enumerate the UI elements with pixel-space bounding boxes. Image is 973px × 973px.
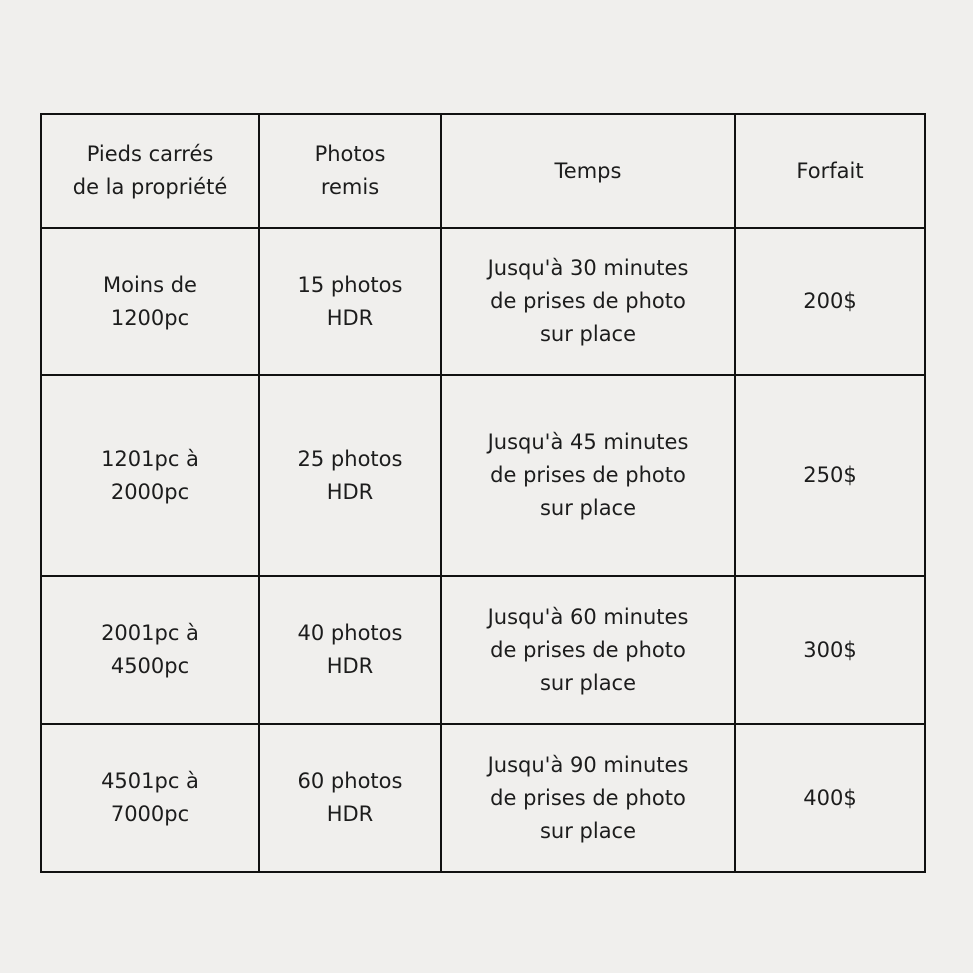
cell-time: Jusqu'à 90 minutes de prises de photo sur place xyxy=(441,724,735,872)
table-header-row xyxy=(41,114,925,228)
table-row xyxy=(41,228,925,375)
header-package-price: Forfait xyxy=(735,114,925,228)
cell-square-feet: 2001pc à 4500pc xyxy=(41,576,259,724)
header-time: Temps xyxy=(441,114,735,228)
table-row xyxy=(41,724,925,872)
cell-square-feet: 4501pc à 7000pc xyxy=(41,724,259,872)
cell-time: Jusqu'à 60 minutes de prises de photo sur place xyxy=(441,576,735,724)
cell-price: 250$ xyxy=(735,375,925,576)
header-photos-delivered: Photos remis xyxy=(259,114,441,228)
header-square-feet: Pieds carrés de la propriété xyxy=(41,114,259,228)
cell-time: Jusqu'à 30 minutes de prises de photo sur place xyxy=(441,228,735,375)
cell-photos: 15 photos HDR xyxy=(259,228,441,375)
pricing-table xyxy=(40,113,926,873)
cell-photos: 40 photos HDR xyxy=(259,576,441,724)
table-row xyxy=(41,375,925,576)
table-row xyxy=(41,576,925,724)
cell-square-feet: 1201pc à 2000pc xyxy=(41,375,259,576)
cell-price: 200$ xyxy=(735,228,925,375)
cell-photos: 60 photos HDR xyxy=(259,724,441,872)
cell-square-feet: Moins de 1200pc xyxy=(41,228,259,375)
cell-photos: 25 photos HDR xyxy=(259,375,441,576)
cell-price: 400$ xyxy=(735,724,925,872)
cell-price: 300$ xyxy=(735,576,925,724)
cell-time: Jusqu'à 45 minutes de prises de photo sur place xyxy=(441,375,735,576)
